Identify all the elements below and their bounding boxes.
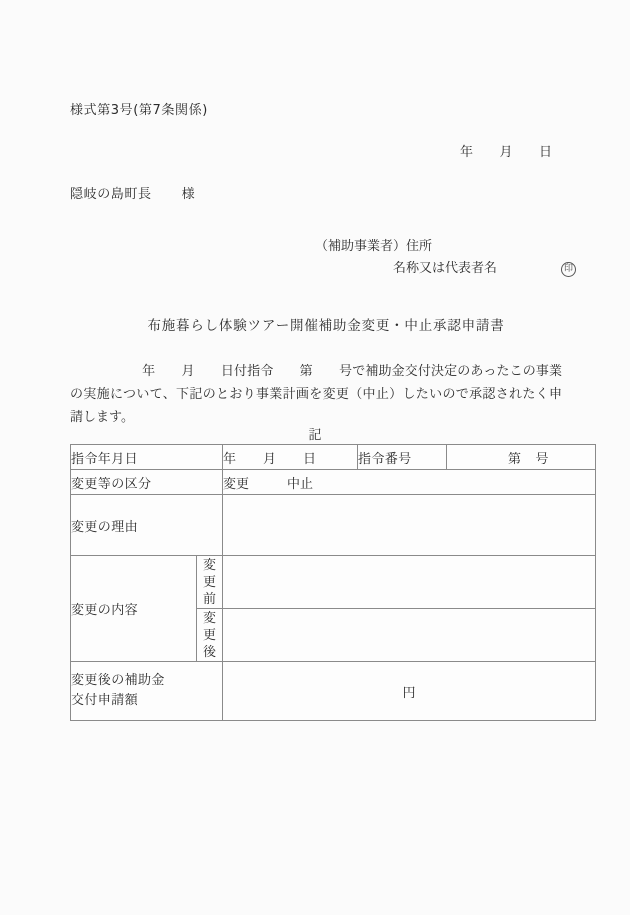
body-line-1: 年 月 日付指令 第 号で補助金交付決定のあったこの事業の実施に bbox=[70, 364, 562, 402]
row-label-order-date: 指令年月日 bbox=[71, 445, 223, 470]
addressee-name: 隠岐の島町長 bbox=[70, 187, 152, 202]
order-number-dai: 第 bbox=[507, 451, 521, 467]
cell-change-reason-input[interactable] bbox=[223, 495, 596, 556]
sub-label-after-change-text: 変 更 後 bbox=[203, 610, 217, 660]
applicant-prefix: （補助事業者） bbox=[315, 239, 407, 254]
option-change: 変更 bbox=[223, 476, 250, 492]
body-line-2: ついて、下記のとおり事業計画を変更（中止）したいので承認されたく申請します。 bbox=[70, 387, 562, 425]
header-date-month: 月 bbox=[499, 145, 514, 160]
applicant-address-row bbox=[315, 236, 576, 258]
order-number-gou: 号 bbox=[535, 451, 549, 467]
header-date-day: 日 bbox=[539, 145, 553, 160]
order-date-year: 年 bbox=[223, 451, 237, 467]
revised-amount-label-line2: 交付申請額 bbox=[71, 693, 139, 708]
currency-unit: 円 bbox=[402, 685, 416, 701]
cell-change-category-options bbox=[223, 470, 596, 495]
applicant-name-label: 名称又は代表者名 bbox=[393, 261, 498, 276]
application-table bbox=[70, 444, 596, 721]
table-row bbox=[71, 495, 596, 556]
order-date-month: 月 bbox=[263, 451, 277, 467]
sub-label-after-change bbox=[197, 609, 223, 662]
page-title: 布施暮らし体験ツアー開催補助金変更・中止承認申請書 bbox=[147, 318, 505, 334]
row-label-change-category: 変更等の区分 bbox=[71, 470, 223, 495]
table-row bbox=[71, 445, 596, 470]
row-label-revised-amount bbox=[71, 662, 223, 721]
applicant-name-row bbox=[393, 258, 576, 280]
sub-label-before-change-text: 変 更 前 bbox=[203, 557, 217, 607]
form-number: 様式第3号(第7条関係) bbox=[70, 103, 208, 118]
applicant-address-label: 住所 bbox=[406, 239, 433, 254]
table-row bbox=[71, 556, 596, 609]
addressee bbox=[70, 183, 195, 202]
option-cancel: 中止 bbox=[287, 476, 314, 492]
row-label-order-number: 指令番号 bbox=[358, 445, 447, 470]
body-paragraph bbox=[70, 360, 562, 429]
applicant-block bbox=[315, 236, 576, 280]
seal-icon: 印 bbox=[561, 262, 576, 277]
cell-before-change-input[interactable] bbox=[223, 556, 596, 609]
addressee-honorific: 様 bbox=[181, 187, 196, 202]
revised-amount-label-line1: 変更後の補助金 bbox=[71, 673, 165, 688]
cell-after-change-input[interactable] bbox=[223, 609, 596, 662]
cell-revised-amount-input[interactable] bbox=[223, 662, 596, 721]
order-date-day: 日 bbox=[303, 451, 317, 467]
ki-mark: 記 bbox=[308, 428, 322, 443]
header-date-line bbox=[460, 141, 553, 160]
sub-label-before-change bbox=[197, 556, 223, 609]
table-row bbox=[71, 662, 596, 721]
cell-order-number-value bbox=[447, 445, 596, 470]
row-label-change-reason: 変更の理由 bbox=[71, 495, 223, 556]
header-date-year: 年 bbox=[460, 145, 474, 160]
cell-order-date-value bbox=[223, 445, 358, 470]
row-label-change-content: 変更の内容 bbox=[71, 556, 197, 662]
table-row bbox=[71, 470, 596, 495]
